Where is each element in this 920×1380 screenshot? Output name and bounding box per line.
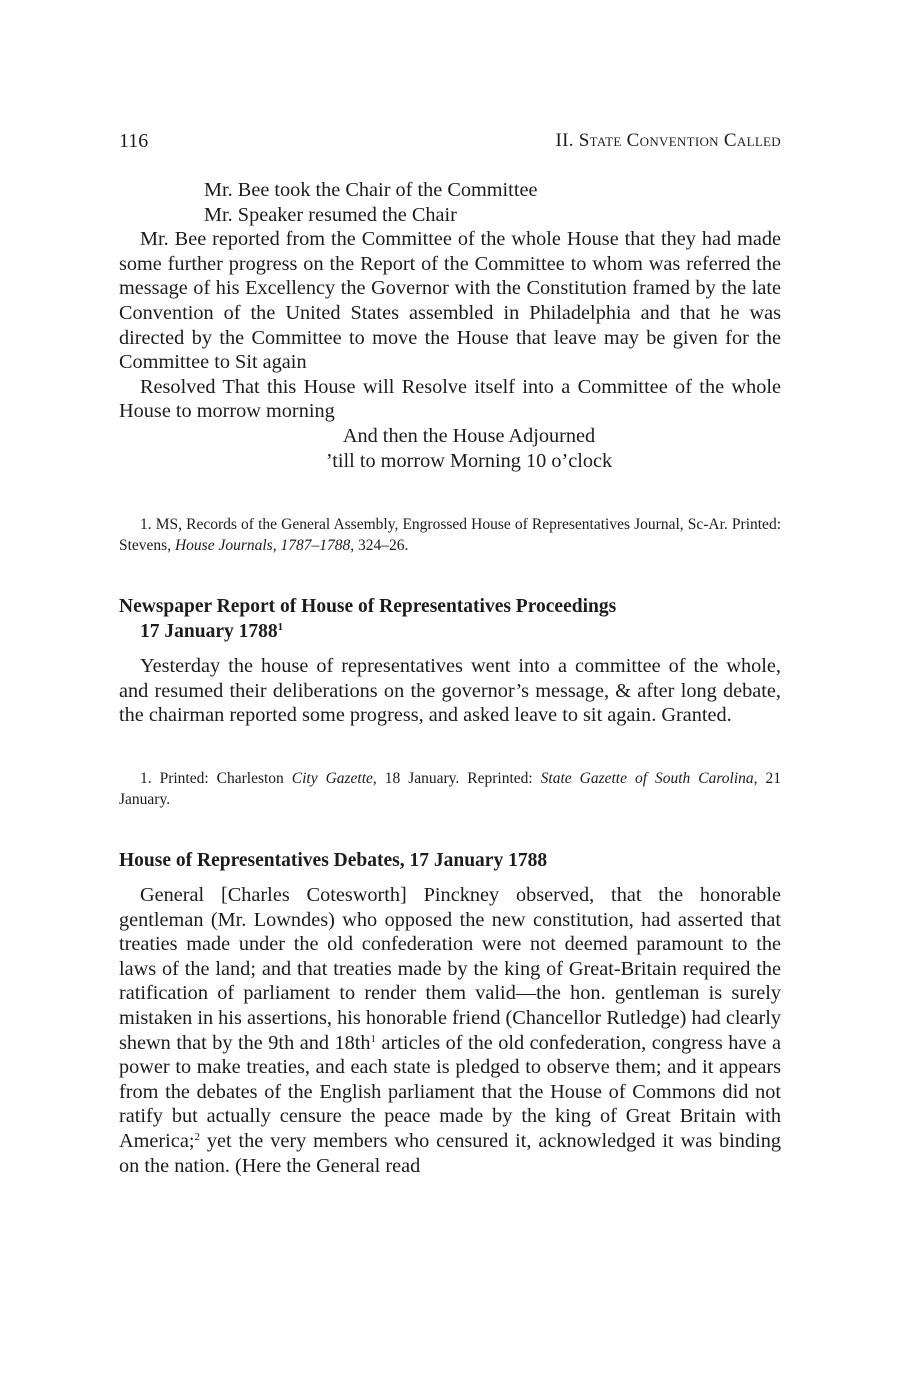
debate-paragraph [119,883,781,1178]
newspaper-paragraph: Yesterday the house of representatives went into a committee of the whole, and resumed their deliberations on the governor’s message, & after long debate, the chairman reported some progress, and asked leave to sit again. Granted. [119,655,781,727]
section-heading-debates [119,848,781,873]
adjourn-line-1: And then the House Adjourned [342,424,596,447]
footnote-text: 1. Printed: Charleston [140,770,292,787]
footnote-italic-title: City Gazette [291,770,373,787]
chair-line-2: Mr. Speaker resumed the Chair [204,203,457,226]
footnote-marker: 1 [370,1032,377,1045]
footnote-1 [119,514,781,556]
heading-line: House of Representatives Debates, 17 January 1788 [119,850,548,871]
heading-date: 17 January 1788 [140,621,278,642]
resolution-paragraph: Resolved That this House will Resolve itself into a Committee of the whole House to morrow morning [119,375,781,423]
footnote-marker: 1 [277,621,284,633]
debate-text: articles of the old confederation, congress have a power to make treaties, and each state is pledged to observe them; and it appears from the debates of the English parliament that the House of Commons did not ratify but actually censure the peace made by the king of Great Britain with America; [119,1031,781,1152]
footnote-text: 1. MS, Records of the General Assembly, Engrossed House of Representatives Journal, Sc-Ar. Printed: Stevens, [119,516,781,554]
debates-body [119,883,781,1178]
footnote-2 [119,768,781,810]
heading-line-1: Newspaper Report of House of Representatives Proceedings [119,596,617,617]
footnote-marker: 2 [194,1130,200,1143]
footnote-text: , 21 January. [119,770,781,808]
footnote-text: , 324–26. [350,537,409,554]
section-heading-newspaper-report [119,594,781,644]
page-number: 116 [119,130,149,152]
footnote-italic-title: State Gazette of South Carolina [540,770,754,787]
debate-text: General [Charles Cotesworth] Pinckney observed, that the honorable gentleman (Mr. Lowndes) who opposed the new constitution, had asserted that treaties made under the old confederation were not deemed paramount to the laws of the land; and that treaties made by the king of Great-Britain required the ratification of parliament to render them valid—the hon. gentleman is surely mistaken in his assertions, his honorable friend (Chancellor Rutledge) had clearly shewn that by the 9th and 18th [119,884,781,1054]
adjourn-line-2: ’till to morrow Morning 10 o’clock [325,449,613,472]
report-paragraph: Mr. Bee reported from the Committee of the whole House that they had made some further progress on the Report of the Committee to whom was referred the message of his Excellency the Governor with the Constitution framed by the late Convention of the United States assembled in Philadelphia and that he was directed by the Committee to move the House that leave may be given for the Committee to Sit again [119,228,781,374]
debate-text: yet the very members who censured it, acknowledged it was binding on the nation. (Here the General read [119,1129,781,1177]
heading-line-2 [119,619,781,644]
assembly-journal-entry [119,178,781,473]
footnote-text: , 18 January. Reprinted: [372,770,541,787]
newspaper-report-body [119,654,781,728]
chair-line-1: Mr. Bee took the Chair of the Committee [204,179,538,201]
footnote-italic-title: House Journals, 1787–1788 [174,537,351,554]
running-title: II. State Convention Called [555,130,781,151]
